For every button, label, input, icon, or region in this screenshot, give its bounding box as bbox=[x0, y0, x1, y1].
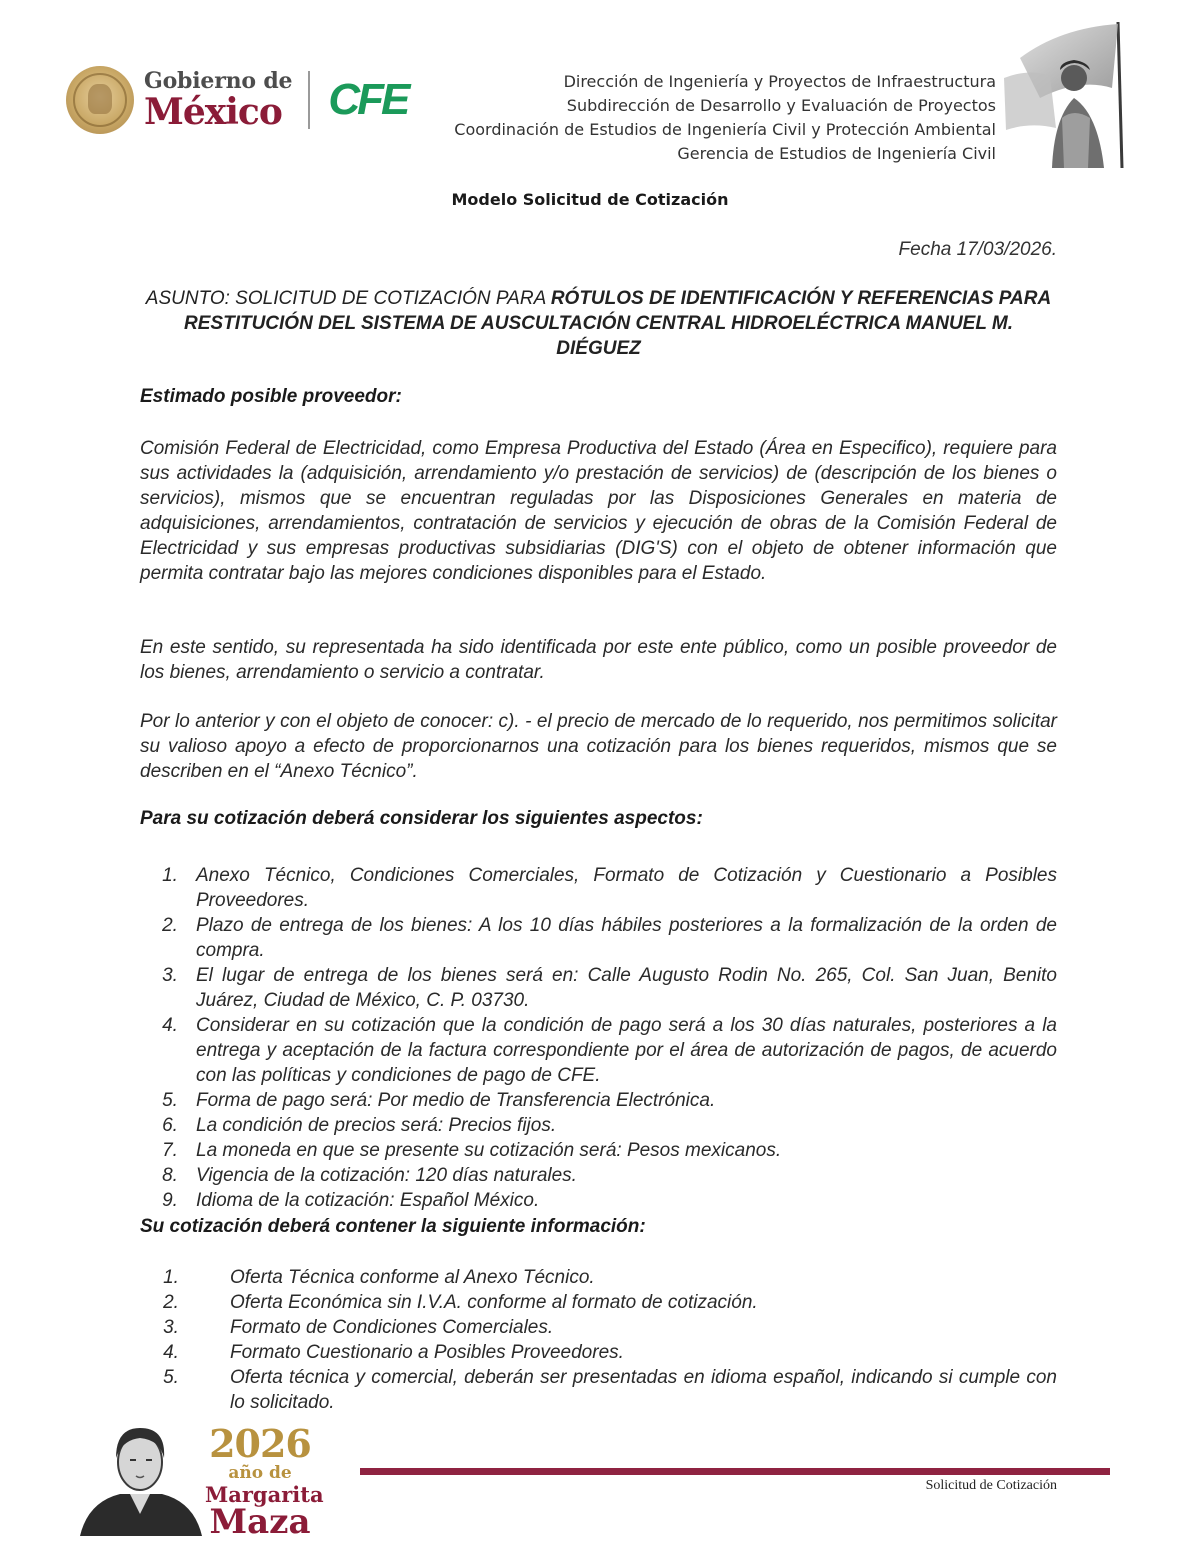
list-item bbox=[140, 1340, 1057, 1365]
list-item bbox=[140, 913, 1057, 963]
list-number: 8. bbox=[162, 1165, 178, 1186]
list-item bbox=[140, 963, 1057, 1013]
list-item bbox=[140, 1315, 1057, 1340]
list-item bbox=[140, 1188, 1057, 1213]
list-item bbox=[140, 1365, 1057, 1415]
list-item bbox=[140, 1163, 1057, 1188]
gobierno-de-mexico-wordmark bbox=[144, 67, 293, 133]
year-number: 2026 bbox=[209, 1421, 311, 1466]
list-text: Formato de Condiciones Comerciales. bbox=[230, 1317, 554, 1338]
year-name-first: Margarita bbox=[205, 1482, 324, 1507]
footer-label: Solicitud de Cotización bbox=[925, 1478, 1057, 1493]
list-text: La moneda en que se presente su cotización será: Pesos mexicanos. bbox=[196, 1140, 782, 1161]
flag-woman-illustration bbox=[1000, 18, 1130, 168]
department-line: Gerencia de Estudios de Ingeniería Civil bbox=[677, 144, 996, 163]
gov-line-2: México bbox=[144, 90, 282, 133]
department-line: Subdirección de Desarrollo y Evaluación de Proyectos bbox=[566, 96, 996, 115]
list-text: Plazo de entrega de los bienes: A los 10 días hábiles posteriores a la formalización de la orden de compra. bbox=[196, 915, 1057, 961]
list-text: Formato Cuestionario a Posibles Proveedores. bbox=[230, 1342, 624, 1363]
list-text: Oferta técnica y comercial, deberán ser presentadas en idioma español, indicando si cumple con lo solicitado. bbox=[230, 1367, 1057, 1413]
subject-block bbox=[140, 286, 1057, 361]
list-number: 5. bbox=[162, 1090, 178, 1111]
year-logo bbox=[205, 1421, 324, 1542]
subject-prefix: ASUNTO: SOLICITUD DE COTIZACIÓN PARA bbox=[145, 288, 551, 309]
logo-divider bbox=[308, 71, 310, 129]
margarita-maza-portrait bbox=[80, 1418, 202, 1536]
government-logo bbox=[66, 62, 407, 137]
department-line: Dirección de Ingeniería y Proyectos de Infraestructura bbox=[563, 72, 996, 91]
contents-list bbox=[140, 1265, 1057, 1415]
list-item bbox=[140, 1290, 1057, 1315]
list-text: La condición de precios será: Precios fijos. bbox=[196, 1115, 557, 1136]
list-text: El lugar de entrega de los bienes será en: Calle Augusto Rodin No. 265, Col. San Juan, Benito Juárez, Ciudad de México, C. P. 03730. bbox=[196, 965, 1057, 1011]
department-line: Coordinación de Estudios de Ingeniería Civil y Protección Ambiental bbox=[454, 120, 996, 139]
department-block bbox=[454, 70, 996, 166]
list-item bbox=[140, 863, 1057, 913]
aspects-list bbox=[140, 863, 1057, 1213]
list-number: 3. bbox=[162, 965, 178, 986]
list-item bbox=[140, 1138, 1057, 1163]
list-item bbox=[140, 1113, 1057, 1138]
list-number: 3. bbox=[163, 1317, 179, 1338]
contents-heading: Su cotización deberá contener la siguiente información: bbox=[140, 1216, 646, 1237]
list-number: 5. bbox=[163, 1367, 179, 1388]
list-item bbox=[140, 1265, 1057, 1290]
cfe-logo: CFE bbox=[328, 74, 408, 124]
year-de: año de bbox=[228, 1463, 292, 1483]
paragraph-1: Comisión Federal de Electricidad, como Empresa Productiva del Estado (Área en Especifico), requiere para sus actividades la (adquisición, arrendamiento y/o prestación de servicios) de (descripción de los bienes o servicios), mismos que se encuentran reguladas por las Disposiciones Generales en materia de adquisiciones, arrendamientos, contratación de servicios y ejecución de obras de la Comisión Federal de Electricidad y sus empresas productivas subsidiarias (DIG'S) con el objeto de obtener información que permita contratar bajo las mejores condiciones disponibles para el Estado. bbox=[140, 438, 1057, 584]
document-title: Modelo Solicitud de Cotización bbox=[451, 190, 729, 209]
list-number: 1. bbox=[162, 865, 178, 886]
list-text: Oferta Económica sin I.V.A. conforme al formato de cotización. bbox=[230, 1292, 758, 1313]
list-number: 9. bbox=[162, 1190, 178, 1211]
aspects-heading: Para su cotización deberá considerar los siguientes aspectos: bbox=[140, 808, 703, 829]
list-number: 2. bbox=[162, 915, 178, 936]
list-text: Idioma de la cotización: Español México. bbox=[196, 1190, 540, 1211]
gov-line-1: Gobierno de bbox=[144, 67, 293, 94]
list-item bbox=[140, 1088, 1057, 1113]
paragraph-3: Por lo anterior y con el objeto de conocer: c). - el precio de mercado de lo requerido, nos permitimos solicitar su valioso apoyo a efecto de proporcionarnos una cotización para los bienes requeridos, mismos que se describen en el “Anexo Técnico”. bbox=[140, 711, 1057, 782]
list-text: Considerar en su cotización que la condición de pago será a los 30 días naturales, posteriores a la entrega y aceptación de la factura correspondiente por el área de autorización de pagos, de acuerdo con las políticas y condiciones de pago de CFE. bbox=[196, 1015, 1057, 1086]
list-number: 6. bbox=[162, 1115, 178, 1136]
list-number: 4. bbox=[163, 1342, 179, 1363]
document-date: Fecha 17/03/2026. bbox=[898, 239, 1057, 260]
mexico-seal-icon bbox=[66, 66, 134, 134]
list-item bbox=[140, 1013, 1057, 1088]
greeting: Estimado posible proveedor: bbox=[140, 386, 402, 407]
paragraph-2: En este sentido, su representada ha sido identificada por este ente público, como un posible proveedor de los bienes, arrendamiento o servicio a contratar. bbox=[140, 637, 1057, 683]
list-text: Oferta Técnica conforme al Anexo Técnico. bbox=[230, 1267, 595, 1288]
list-text: Forma de pago será: Por medio de Transferencia Electrónica. bbox=[196, 1090, 716, 1111]
year-name-last: Maza bbox=[209, 1502, 311, 1542]
list-number: 7. bbox=[162, 1140, 178, 1161]
list-number: 1. bbox=[163, 1267, 179, 1288]
subject-bold: RÓTULOS DE IDENTIFICACIÓN Y REFERENCIAS PARA RESTITUCIÓN DEL SISTEMA DE AUSCULTACIÓN CENTRAL HIDROELÉCTRICA MANUEL M. DIÉGUEZ bbox=[184, 288, 1052, 359]
list-number: 4. bbox=[162, 1015, 178, 1036]
list-number: 2. bbox=[163, 1292, 179, 1313]
footer-divider bbox=[360, 1468, 1110, 1475]
list-text: Vigencia de la cotización: 120 días naturales. bbox=[196, 1165, 577, 1186]
list-text: Anexo Técnico, Condiciones Comerciales, Formato de Cotización y Cuestionario a Posibles Proveedores. bbox=[196, 865, 1057, 911]
